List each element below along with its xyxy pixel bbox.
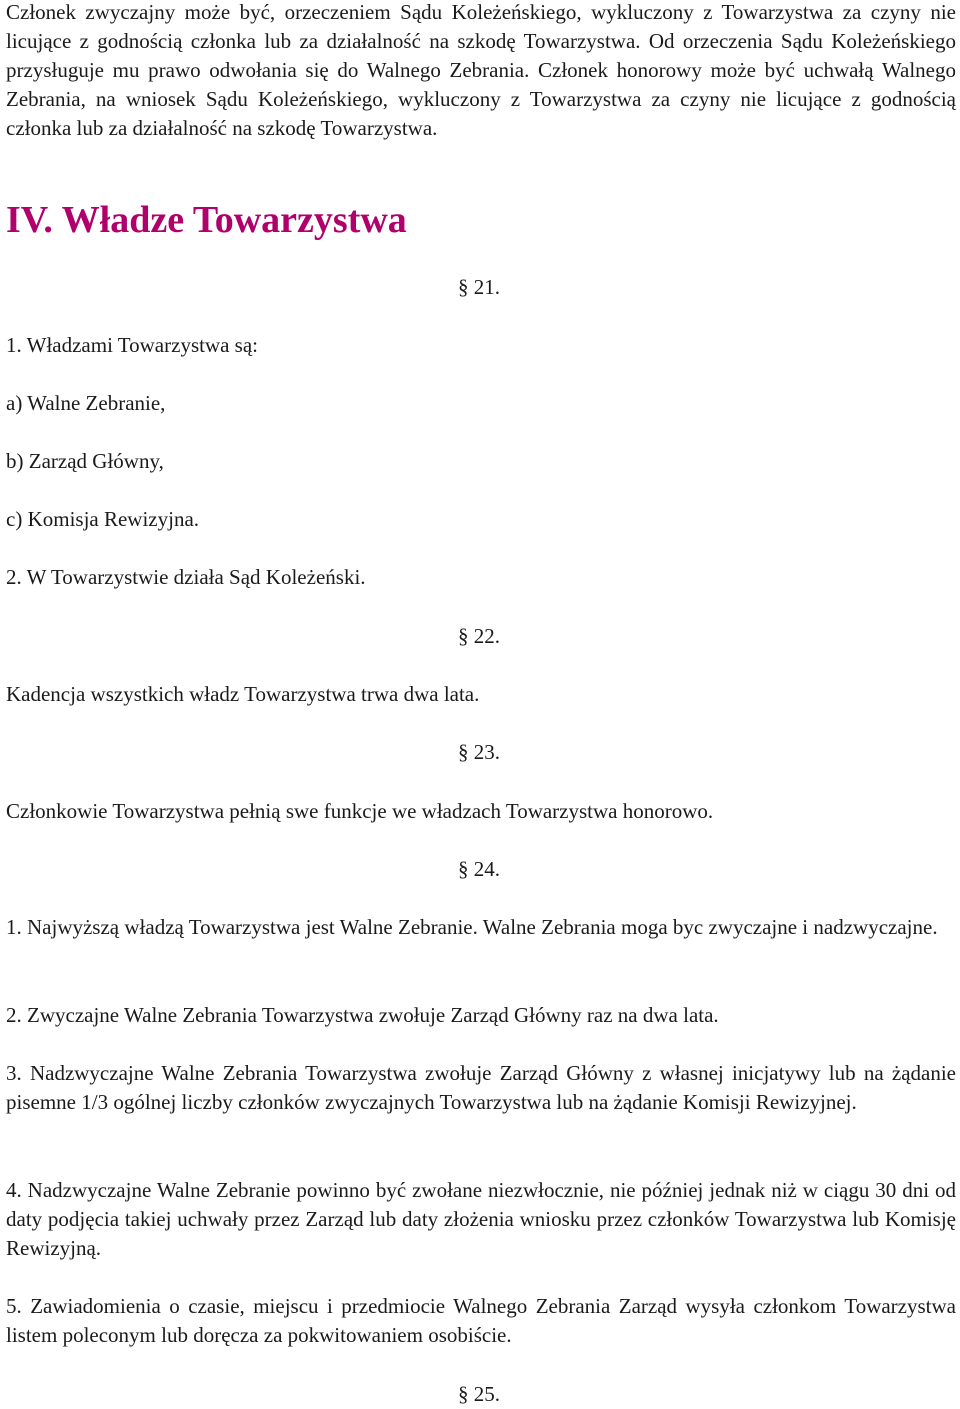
- paragraph-23-text: Członkowie Towarzystwa pełnią swe funkcje we władzach Towarzystwa honorowo.: [6, 799, 714, 823]
- list-item: 1. Władzami Towarzystwa są:: [6, 333, 259, 357]
- list-item: c) Komisja Rewizyjna.: [6, 507, 200, 531]
- list-item: 2. Zwyczajne Walne Zebrania Towarzystwa zwołuje Zarząd Główny raz na dwa lata.: [6, 1003, 719, 1027]
- list-item: 4. Nadzwyczajne Walne Zebranie powinno być zwołane niezwłocznie, nie później jednak niż w ciągu 30 dni od daty podjęcia takiej uchwały przez Zarząd lub daty złożenia wniosku przez członków Towarzystwa lub Komisję Rewizyjną.: [6, 1178, 956, 1260]
- list-item: a) Walne Zebranie,: [6, 391, 166, 415]
- intro-paragraph: Członek zwyczajny może być, orzeczeniem Sądu Koleżeńskiego, wykluczony z Towarzystwa za czyny nie licujące z godnością członka lub za działalność na szkodę Towarzystwa. Od orzeczenia Sądu Koleżeńskiego przysługuje mu prawo odwołania się do Walnego Zebrania. Członek honorowy może być uchwałą Walnego Zebrania, na wniosek Sądu Koleżeńskiego, wykluczony z Towarzystwa za czyny nie licujące z godnością członka lub za działalność na szkodę Towarzystwa.: [6, 0, 956, 140]
- list-item: b) Zarząd Główny,: [6, 449, 164, 473]
- list-item: 1. Najwyższą władzą Towarzystwa jest Walne Zebranie. Walne Zebrania moga byc zwyczajne i nadzwyczajne.: [6, 915, 938, 939]
- section-heading: IV. Władze Towarzystwa: [6, 199, 407, 241]
- list-item: 5. Zawiadomienia o czasie, miejscu i przedmiocie Walnego Zebrania Zarząd wysyła członkom Towarzystwa listem poleconym lub doręcza za pokwitowaniem osobiście.: [6, 1294, 956, 1347]
- paragraph-number-21: § 21.: [458, 275, 500, 299]
- paragraph-number-22: § 22.: [458, 624, 500, 648]
- paragraph-number-23: § 23.: [458, 740, 500, 764]
- paragraph-22-text: Kadencja wszystkich władz Towarzystwa trwa dwa lata.: [6, 682, 480, 706]
- list-item: 2. W Towarzystwie działa Sąd Koleżeński.: [6, 565, 366, 589]
- paragraph-number-24: § 24.: [458, 857, 500, 881]
- paragraph-number-25: § 25.: [458, 1382, 500, 1406]
- list-item: 3. Nadzwyczajne Walne Zebrania Towarzystwa zwołuje Zarząd Główny z własnej inicjatywy lub na żądanie pisemne 1/3 ogólnej liczby członków zwyczajnych Towarzystwa lub na żądanie Komisji Rewizyjnej.: [6, 1061, 956, 1114]
